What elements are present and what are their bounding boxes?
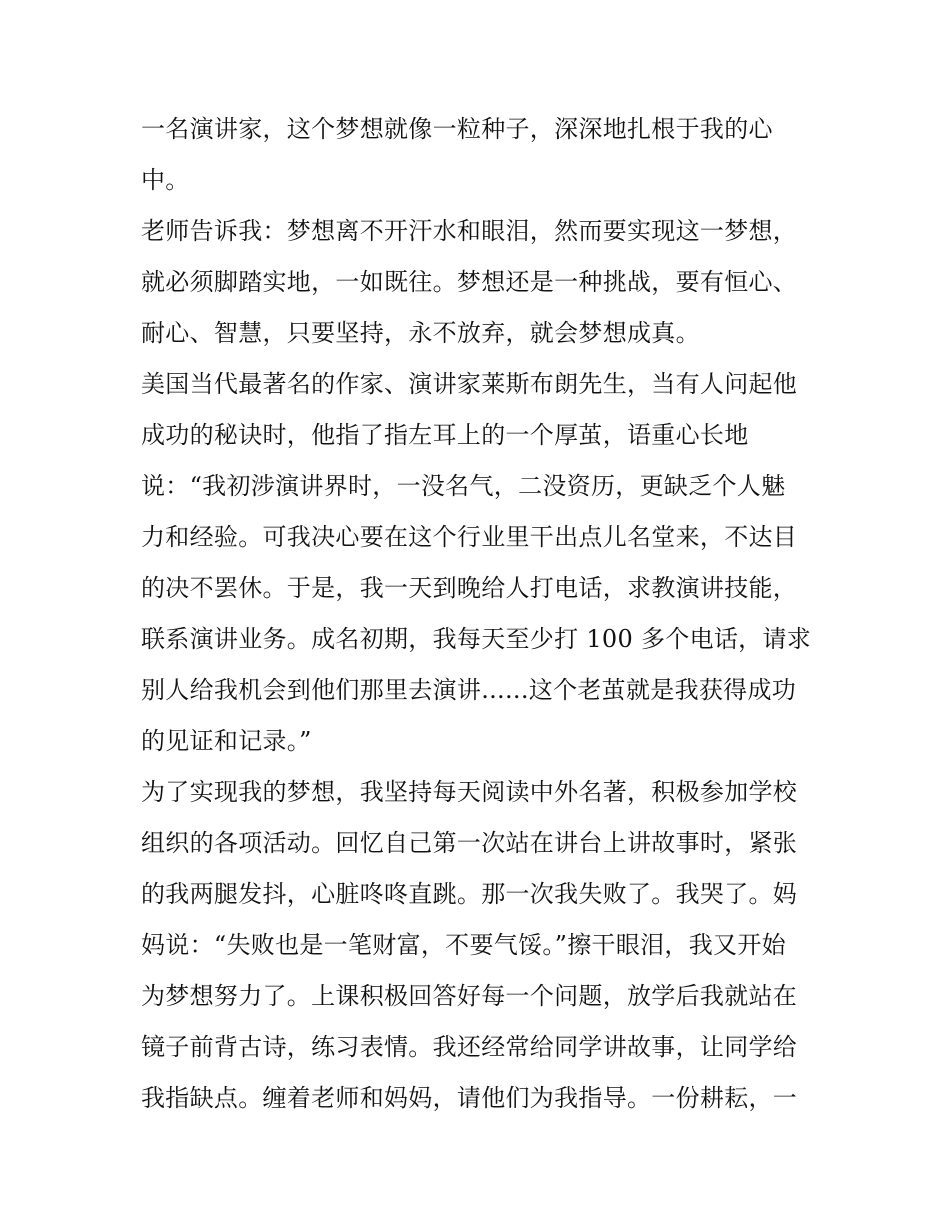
- text-line: 就必须脚踏实地，一如既往。梦想还是一种挑战，要有恒心、: [141, 268, 798, 296]
- text-line: 组织的各项活动。回忆自己第一次站在讲台上讲故事时，紧张: [141, 829, 798, 857]
- text-line: 老师告诉我：梦想离不开汗水和眼泪，然而要实现这一梦想，: [141, 217, 798, 245]
- text-line: 镜子前背古诗，练习表情。我还经常给同学讲故事，让同学给: [141, 1033, 798, 1061]
- text-line: 为梦想努力了。上课积极回答好每一个问题，放学后我就站在: [141, 982, 798, 1010]
- text-line: 为了实现我的梦想，我坚持每天阅读中外名著，积极参加学校: [141, 778, 798, 806]
- text-line: 说：“我初涉演讲界时，一没名气，二没资历，更缺乏个人魅: [141, 472, 786, 500]
- text-line: 美国当代最著名的作家、演讲家莱斯布朗先生，当有人问起他: [141, 370, 798, 398]
- document-text: [141, 104, 813, 1124]
- text-line: 成功的秘诀时，他指了指左耳上的一个厚茧，语重心长地: [141, 421, 749, 449]
- text-line: 力和经验。可我决心要在这个行业里干出点儿名堂来，不达目: [141, 523, 798, 551]
- text-line: 我指缺点。缠着老师和妈妈，请他们为我指导。一份耕耘，一: [141, 1084, 798, 1112]
- text-line: 的见证和记录。”: [141, 727, 312, 755]
- text-line: 妈说：“失败也是一笔财富，不要气馁。”擦干眼泪，我又开始: [141, 931, 786, 959]
- text-line: 联系演讲业务。成名初期，我每天至少打 100 多个电话，请求: [141, 625, 812, 653]
- text-line: 的我两腿发抖，心脏咚咚直跳。那一次我失败了。我哭了。妈: [141, 880, 798, 908]
- text-line: 的决不罢休。于是，我一天到晚给人打电话，求教演讲技能，: [141, 574, 798, 602]
- text-line: 中。: [141, 166, 190, 194]
- text-line: 耐心、智慧，只要坚持，永不放弃，就会梦想成真。: [141, 319, 700, 347]
- text-line: 别人给我机会到他们那里去演讲......这个老茧就是我获得成功: [141, 676, 797, 704]
- text-line: 一名演讲家，这个梦想就像一粒种子，深深地扎根于我的心: [141, 115, 773, 143]
